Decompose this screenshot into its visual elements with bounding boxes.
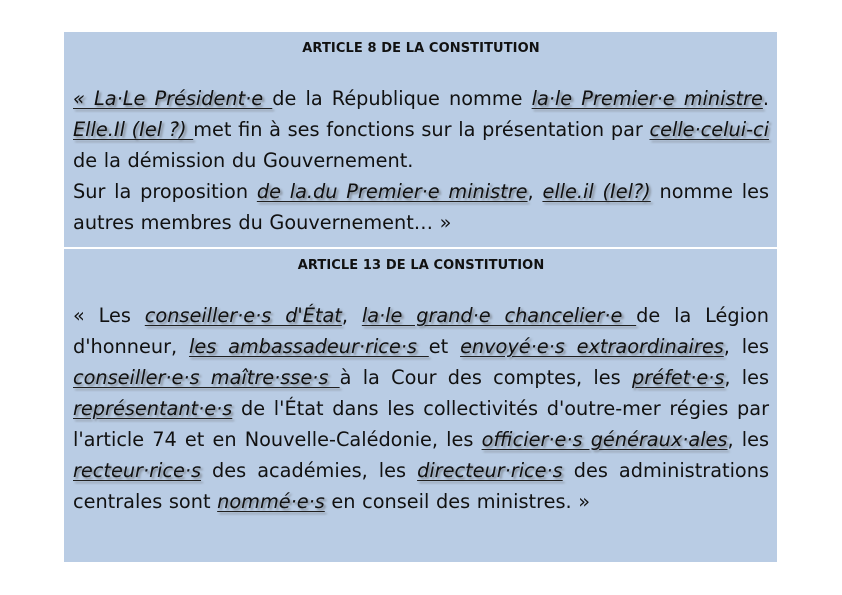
text-run: .	[762, 87, 769, 110]
article-8-box	[64, 32, 777, 247]
highlighted-term: Elle.Il (Iel ?)	[73, 118, 194, 141]
highlighted-term: conseiller·e·s d'État	[144, 304, 342, 327]
text-run: de l'État dans les collectivités d'outre-mer régies par l'article 74 et en Nouvelle-Calédonie, les	[73, 397, 769, 451]
text-run: , les	[727, 428, 769, 451]
text-run: , les	[724, 366, 770, 389]
text-run: met fin à ses fonctions sur la présentation par	[193, 118, 650, 141]
article-8-text	[73, 83, 769, 238]
highlighted-term: elle.il (Iel?)	[542, 180, 651, 203]
highlighted-term: de la.du Premier·e ministre	[256, 180, 528, 203]
highlighted-term: officier·e·s généraux·ales	[481, 428, 728, 451]
text-run: « Les	[73, 304, 145, 327]
text-run: , les	[723, 335, 769, 358]
highlighted-term: la·le Premier·e ministre	[531, 87, 763, 110]
highlighted-term: la·le grand·e chancelier·e	[361, 304, 637, 327]
text-run: en conseil des ministres. »	[324, 490, 591, 513]
text-run: à la Cour des comptes, les	[339, 366, 632, 389]
highlighted-term: préfet·e·s	[631, 366, 725, 389]
highlighted-term: directeur·rice·s	[417, 459, 563, 482]
highlighted-term: celle·celui-ci	[649, 118, 769, 141]
highlighted-term: les ambassadeur·rice·s	[188, 335, 429, 358]
highlighted-term: nommé·e·s	[217, 490, 325, 513]
highlighted-term: recteur·rice·s	[73, 459, 202, 482]
text-run: de la démission du Gouvernement.	[73, 149, 414, 172]
text-run: ,	[527, 180, 543, 203]
article-13-text	[73, 300, 769, 517]
text-run: des académies, les	[201, 459, 418, 482]
text-run: ,	[341, 304, 362, 327]
highlighted-term: représentant·e·s	[73, 397, 233, 420]
text-run: et	[428, 335, 461, 358]
highlighted-term: conseiller·e·s maître·sse·s	[73, 366, 340, 389]
text-run: de la République nomme	[272, 87, 532, 110]
text-run: de la Légion d'honneur,	[73, 304, 769, 358]
highlighted-term: envoyé·e·s extraordinaires	[460, 335, 724, 358]
text-run: des administrations centrales sont	[73, 459, 769, 513]
article-13-box	[64, 249, 777, 562]
highlighted-term: « La·Le Président·e	[73, 87, 273, 110]
article-13-heading: ARTICLE 13 DE LA CONSTITUTION	[297, 258, 545, 273]
article-8-heading: ARTICLE 8 DE LA CONSTITUTION	[302, 41, 540, 56]
text-run: nomme les autres membres du Gouvernement… »	[73, 180, 770, 234]
text-run: Sur la proposition	[73, 180, 257, 203]
